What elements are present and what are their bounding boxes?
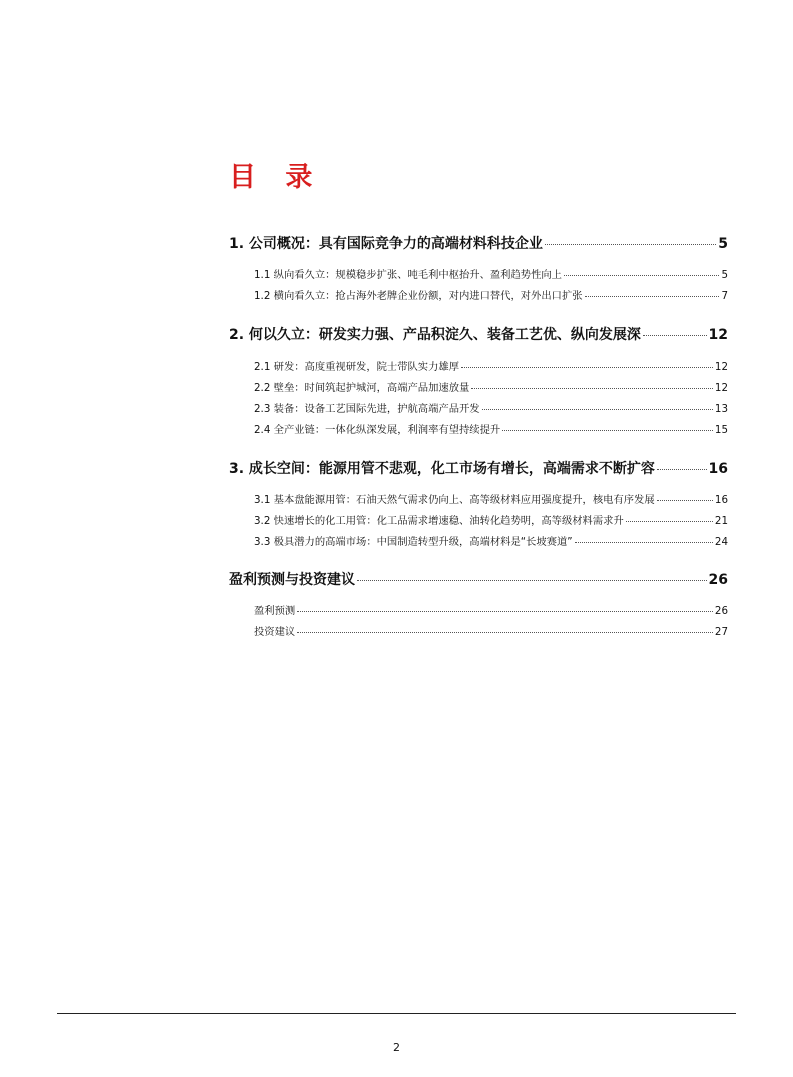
toc-entry-page: 27	[714, 626, 728, 638]
toc-entry-text: 1.1 纵向看久立：规模稳步扩张、吨毛利中枢抬升、盈利趋势性向上	[254, 269, 562, 281]
toc-entry[interactable]	[254, 287, 728, 302]
toc-entry-page: 16	[708, 461, 728, 477]
toc-entry-text: 2. 何以久立：研发实力强、产品积淀久、装备工艺优、纵向发展深	[229, 327, 641, 343]
toc-entry-page: 12	[714, 361, 728, 373]
toc-entry-text: 2.3 装备：设备工艺国际先进，护航高端产品开发	[254, 403, 480, 415]
toc-entry-page: 5	[718, 236, 728, 252]
toc-entry[interactable]	[229, 324, 728, 344]
toc-entry-text: 1.2 横向看久立：抢占海外老牌企业份额，对内进口替代，对外出口扩张	[254, 290, 583, 302]
toc-title: 目 录	[229, 162, 323, 193]
toc-entry-page: 15	[714, 424, 728, 436]
page-number: 2	[393, 1041, 400, 1054]
toc-leader-dots	[297, 611, 713, 612]
toc-entry[interactable]	[254, 266, 728, 281]
footer-divider	[57, 1013, 736, 1014]
toc-entry[interactable]	[229, 569, 728, 589]
toc-entry-page: 5	[721, 269, 728, 281]
toc-leader-dots	[545, 244, 716, 245]
toc-entry-page: 24	[714, 536, 728, 548]
toc-entry-text: 盈利预测	[254, 605, 296, 617]
toc-leader-dots	[575, 542, 713, 543]
toc-entry-text: 盈利预测与投资建议	[229, 572, 355, 588]
toc-entry-text: 投资建议	[254, 626, 296, 638]
toc-entry[interactable]	[229, 458, 728, 478]
toc-entry-page: 26	[708, 572, 728, 588]
toc-entry-page: 13	[714, 403, 728, 415]
toc-leader-dots	[502, 430, 713, 431]
toc-entry-page: 12	[708, 327, 728, 343]
toc-entry[interactable]	[229, 233, 728, 253]
toc-entry-text: 3.3 极具潜力的高端市场：中国制造转型升级，高端材料是“长坡赛道”	[254, 536, 573, 548]
toc-entry[interactable]	[254, 512, 728, 527]
toc-entry[interactable]	[254, 602, 728, 617]
toc-entry-text: 2.2 壁垒：时间筑起护城河，高端产品加速放量	[254, 382, 470, 394]
toc-entry-text: 2.1 研发：高度重视研发，院士带队实力雄厚	[254, 361, 459, 373]
toc-leader-dots	[297, 632, 713, 633]
toc-entry-text: 2.4 全产业链：一体化纵深发展，利润率有望持续提升	[254, 424, 501, 436]
toc-leader-dots	[461, 367, 713, 368]
toc-entry[interactable]	[254, 421, 728, 436]
toc-entry[interactable]	[254, 533, 728, 548]
toc-entry[interactable]	[254, 379, 728, 394]
toc-entry[interactable]	[254, 358, 728, 373]
toc-leader-dots	[585, 296, 720, 297]
toc-entry-page: 26	[714, 605, 728, 617]
toc-leader-dots	[657, 469, 707, 470]
toc-leader-dots	[471, 388, 713, 389]
toc-leader-dots	[657, 500, 713, 501]
toc-entry[interactable]	[254, 491, 728, 506]
toc-entry-page: 16	[714, 494, 728, 506]
toc-entry-text: 3.1 基本盘能源用管：石油天然气需求仍向上、高等级材料应用强度提升，核电有序发展	[254, 494, 655, 506]
toc-leader-dots	[643, 335, 707, 336]
toc-entry-text: 1. 公司概况：具有国际竞争力的高端材料科技企业	[229, 236, 543, 252]
toc-entry-page: 21	[714, 515, 728, 527]
toc-entry-page: 7	[721, 290, 728, 302]
toc-leader-dots	[357, 580, 707, 581]
toc-entry[interactable]	[254, 623, 728, 638]
toc-entry-page: 12	[714, 382, 728, 394]
toc-leader-dots	[482, 409, 713, 410]
toc-leader-dots	[626, 521, 713, 522]
toc-entry-text: 3.2 快速增长的化工用管：化工品需求增速稳、油转化趋势明，高等级材料需求升	[254, 515, 624, 527]
toc-entry[interactable]	[254, 400, 728, 415]
toc-leader-dots	[564, 275, 719, 276]
toc-entry-text: 3. 成长空间：能源用管不悲观，化工市场有增长，高端需求不断扩容	[229, 461, 655, 477]
